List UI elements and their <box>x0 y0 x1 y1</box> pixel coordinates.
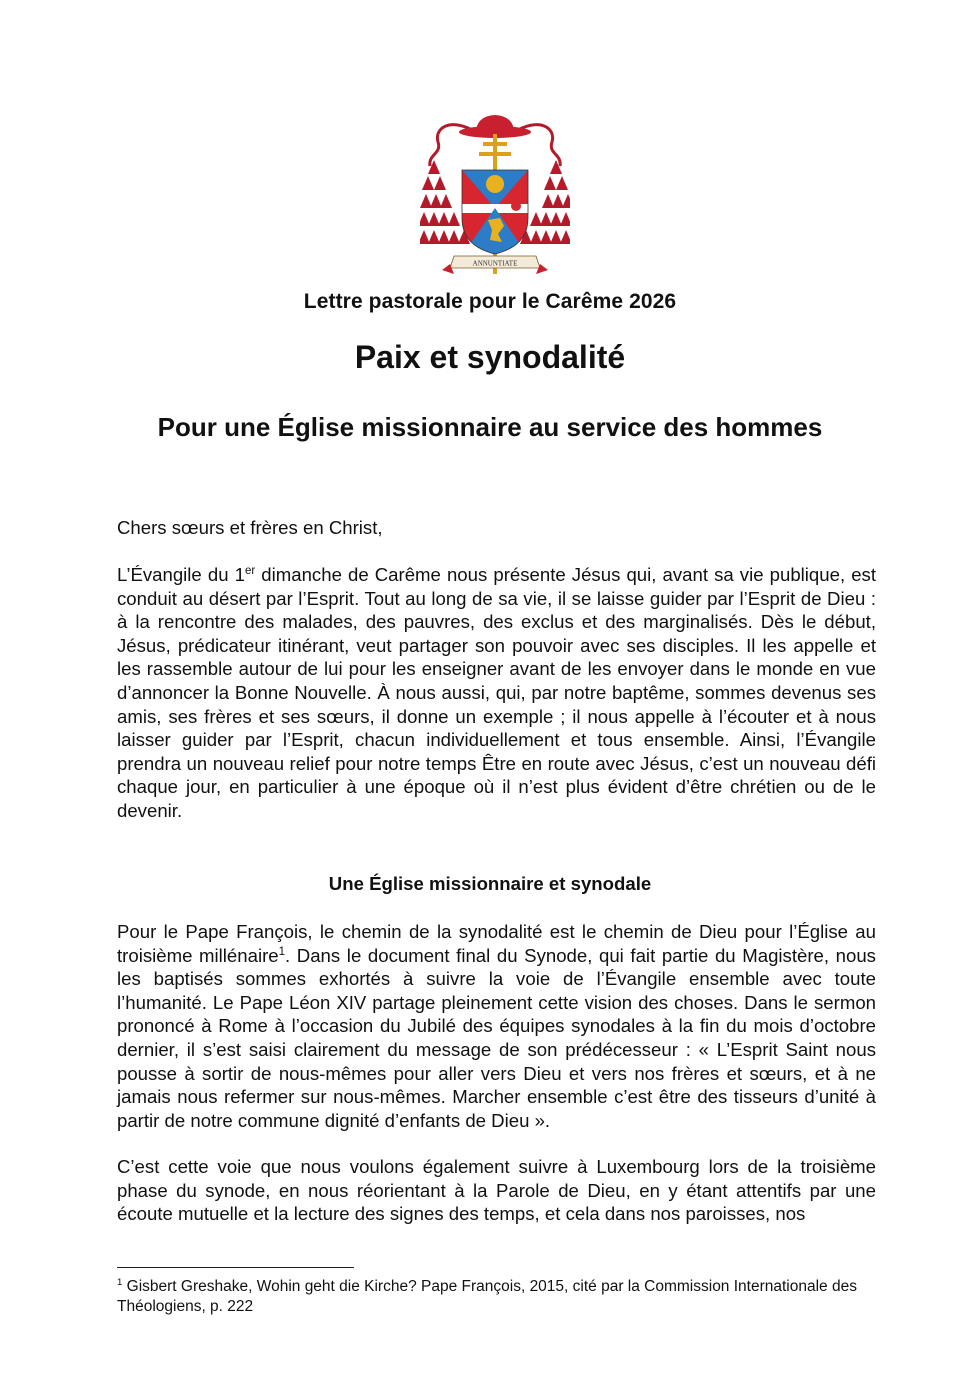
footnote-marker: 1 <box>117 1276 123 1288</box>
letter-kicker: Lettre pastorale pour le Carême 2026 <box>303 290 677 313</box>
paragraph-1-text-a: L’Évangile du 1 <box>117 564 245 585</box>
salutation: Chers sœurs et frères en Christ, <box>117 517 383 538</box>
paragraph-2 <box>117 920 876 1132</box>
coat-of-arms-icon <box>420 108 570 280</box>
ordinal-superscript: er <box>244 564 256 577</box>
section-heading: Une Église missionnaire et synodale <box>328 873 652 894</box>
footnote-reference[interactable]: 1 <box>278 945 286 958</box>
motto-text: ANNUNTIATE <box>472 259 518 268</box>
paragraph-2-text-a: Pour le Pape François, le chemin de la synodalité est le chemin de Dieu pour l’Église au troisième millénaire <box>117 921 876 966</box>
paragraph-2-text-b: . Dans le document final du Synode, qui fait partie du Magistère, nous les baptisés sommes exhortés à suivre la voie de l’Évangile ensemble avec toute l’humanité. Le Pape Léon XIV partage pleinement cette vision des choses. Dans le sermon prononcé à Rome à l’occasion du Jubilé des équipes synodales à la fin du mois d’octobre dernier, il s’est saisi clairement du message de son prédécesseur : « L’Esprit Saint nous pousse à sortir de nous-mêmes pour aller vers Dieu et vers nos frères et sœurs, et à ne jamais nous refermer sur nous-mêmes. Marcher ensemble c’est être des tisseurs d’unité à partir de notre commune dignité d’enfants de Dieu ». <box>117 944 876 1131</box>
footnote <box>117 1277 877 1317</box>
paragraph-1-text-b: dimanche de Carême nous présente Jésus qui, avant sa vie publique, est conduit au désert par l’Esprit. Tout au long de sa vie, il se laisse guider par l’Esprit de Dieu : à la rencontre des malades, des pauvres, des exclus et des marginalisés. Dès le début, Jésus, prédicateur itinérant, veut partager son pouvoir avec ses disciples. Il les appelle et les rassemble autour de lui pour les enseigner avant de les envoyer dans le monde en vue d’annoncer la Bonne Nouvelle. À nous aussi, qui, par notre baptême, sommes devenus ses amis, ses frères et ses sœurs, il donne un exemple ; il nous appelle à l’écouter et à nous laisser guider par l’Esprit, chacun individuellement et tous ensemble. Ainsi, l’Évangile prendra un nouveau relief pour notre temps Être en route avec Jésus, c’est un nouveau défi chaque jour, en particulier à une époque où il n’est plus évident d’être chrétien ou de le devenir. <box>117 564 876 821</box>
paragraph-3: C’est cette voie que nous voulons également suivre à Luxembourg lors de la troisième phase du synode, en nous réorientant à la Parole de Dieu, en y étant attentifs par une écoute mutuelle et la lecture des signes des temps, et cela dans nos paroisses, nos <box>117 1156 876 1225</box>
page-subtitle: Pour une Église missionnaire au service des hommes <box>157 412 823 442</box>
page-title: Paix et synodalité <box>354 339 626 375</box>
paragraph-1 <box>117 563 876 823</box>
footnote-separator <box>117 1267 354 1268</box>
footnote-text: Gisbert Greshake, Wohin geht die Kirche? Pape François, 2015, cité par la Commission Internationale des Théologiens, p. 222 <box>117 1278 857 1315</box>
